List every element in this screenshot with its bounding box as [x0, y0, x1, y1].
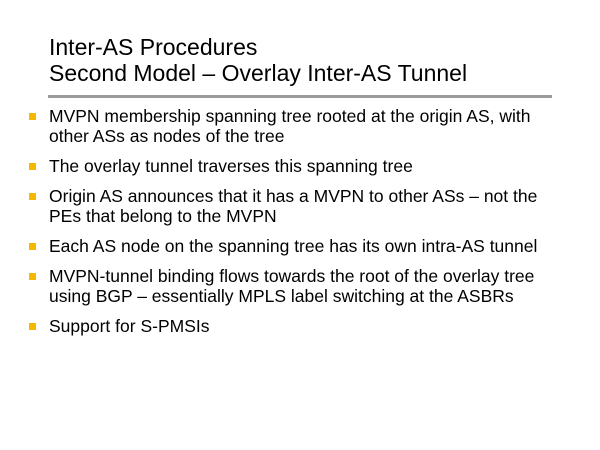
bullet-text-1: MVPN membership spanning tree rooted at the origin AS, with other ASs as nodes of the tree: [49, 106, 531, 146]
bullet-text-5: MVPN-tunnel binding flows towards the root of the overlay tree using BGP – essentially MPLS label switching at the ASBRs: [49, 266, 535, 306]
bullet-square-icon: [29, 243, 36, 250]
bullet-text-3: Origin AS announces that it has a MVPN to other ASs – not the PEs that belong to the MVPN: [49, 186, 538, 226]
bullet-square-icon: [29, 113, 36, 120]
bullet-square-icon: [29, 193, 36, 200]
bullet-square-icon: [29, 163, 36, 170]
slide-title-line-2: Second Model – Overlay Inter-AS Tunnel: [49, 60, 468, 86]
bullet-item-5: [29, 266, 569, 306]
bullet-item-1: [29, 106, 569, 146]
bullet-text-2: The overlay tunnel traverses this spanning tree: [49, 156, 413, 176]
bullet-square-icon: [29, 273, 36, 280]
bullet-item-6: [29, 316, 569, 336]
title-divider: [48, 95, 552, 98]
bullet-item-2: [29, 156, 569, 176]
bullet-text-4: Each AS node on the spanning tree has its own intra-AS tunnel: [49, 236, 538, 256]
slide-title: [49, 34, 569, 86]
bullet-list: [29, 106, 569, 336]
bullet-text-6: Support for S-PMSIs: [49, 316, 210, 336]
bullet-item-3: [29, 186, 569, 226]
bullet-item-4: [29, 236, 569, 256]
bullet-square-icon: [29, 323, 36, 330]
slide-title-line-1: Inter-AS Procedures: [49, 34, 258, 60]
